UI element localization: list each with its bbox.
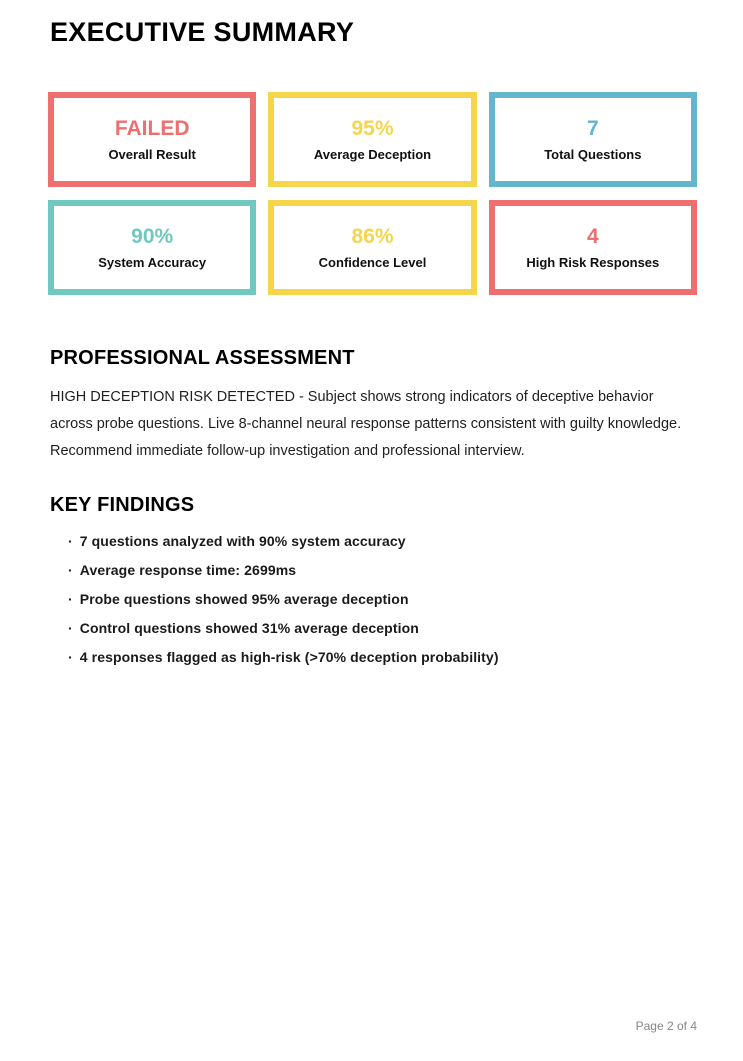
finding-text: 4 responses flagged as high-risk (>70% deception probability) <box>79 649 499 665</box>
finding-text: Average response time: 2699ms <box>79 562 297 578</box>
findings-section-heading: KEY FINDINGS <box>50 494 195 516</box>
bullet-glyph: · <box>68 649 73 665</box>
metric-card-system-accuracy <box>48 200 256 295</box>
metric-value: 4 <box>586 225 599 248</box>
metric-label: Total Questions <box>544 147 642 162</box>
bullet-glyph: · <box>68 620 73 636</box>
report-page <box>0 17 743 666</box>
metric-value: 7 <box>586 117 599 140</box>
metric-card-overall-result <box>48 92 256 187</box>
finding-text: Probe questions showed 95% average deception <box>79 591 409 607</box>
page-number: Page 2 of 4 <box>635 1019 697 1033</box>
bullet-glyph: · <box>68 533 73 549</box>
metric-card-average-deception <box>268 92 476 187</box>
bullet-glyph: · <box>68 591 73 607</box>
finding-text: 7 questions analyzed with 90% system accuracy <box>79 533 406 549</box>
finding-item <box>68 649 697 666</box>
metric-value: FAILED <box>114 117 190 140</box>
finding-item <box>68 533 697 550</box>
finding-item <box>68 620 697 637</box>
finding-text: Control questions showed 31% average deception <box>79 620 419 636</box>
assessment-section-heading: PROFESSIONAL ASSESSMENT <box>50 347 355 369</box>
metric-value: 95% <box>351 117 394 140</box>
findings-list <box>50 533 697 666</box>
assessment-body-text: HIGH DECEPTION RISK DETECTED - Subject shows strong indicators of deceptive behavior across probe questions. Live 8-channel neural response patterns consistent with guilty knowledge. Recommend immediate follow-up investigation and professional interview. <box>50 389 682 459</box>
metric-label: Overall Result <box>108 147 196 162</box>
bullet-glyph: · <box>68 562 73 578</box>
page-title: EXECUTIVE SUMMARY <box>50 17 355 47</box>
summary-cards-grid <box>48 92 697 295</box>
metric-card-confidence-level <box>268 200 476 295</box>
metric-label: High Risk Responses <box>526 255 660 270</box>
metric-value: 90% <box>131 225 174 248</box>
finding-item <box>68 562 697 579</box>
metric-label: Confidence Level <box>318 255 427 270</box>
metric-label: Average Deception <box>313 147 432 162</box>
metric-card-total-questions <box>489 92 697 187</box>
metric-value: 86% <box>351 225 394 248</box>
finding-item <box>68 591 697 608</box>
metric-label: System Accuracy <box>98 255 207 270</box>
metric-card-high-risk-responses <box>489 200 697 295</box>
